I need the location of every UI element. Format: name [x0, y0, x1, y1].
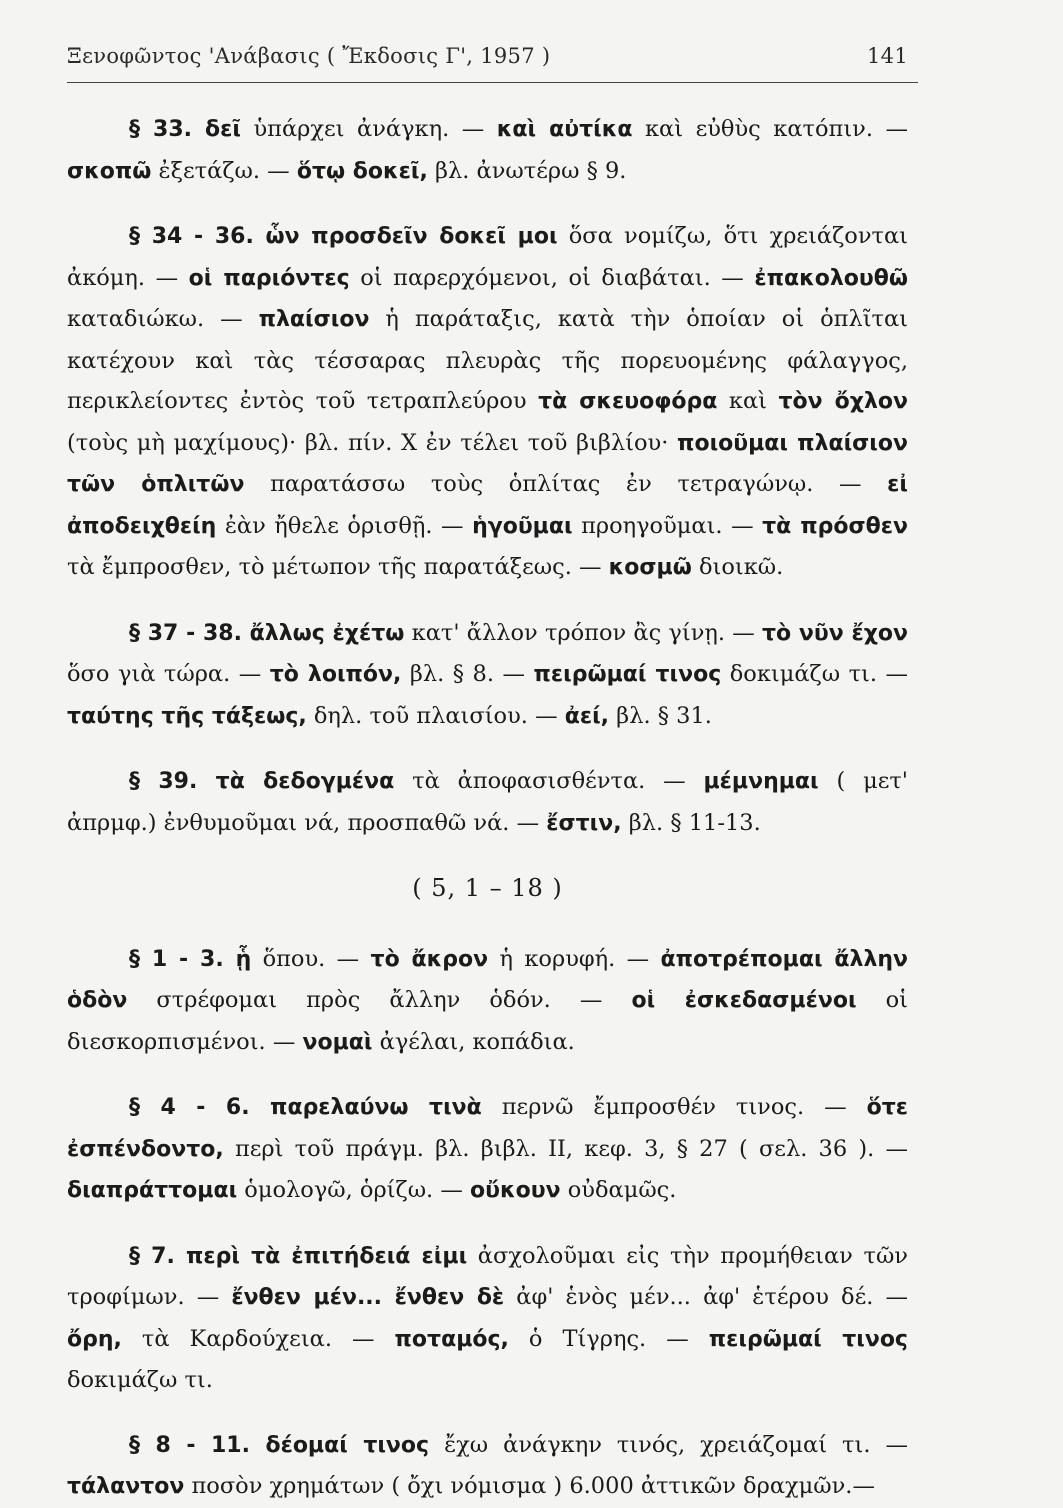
gloss: οὐδαμῶς.: [560, 1177, 677, 1203]
gloss: ( μετ' ἀπρμφ.) ἐνθυμοῦμαι νά, προσπαθῶ νά. —: [67, 768, 908, 836]
gloss: ποσὸν χρημάτων ( ὄχι νόμισμα ) 6.000 ἀττικῶν δραχμῶν.—: [184, 1473, 875, 1499]
lemma: ποιοῦμαι πλαίσιον τῶν ὁπλιτῶν: [67, 430, 908, 497]
gloss: τὰ ἔμπροσθεν, τὸ μέτωπον τῆς παρατάξεως. —: [67, 554, 609, 580]
gloss: περὶ τοῦ πράγμ. βλ. βιβλ. II, κεφ. 3, § 27 ( σελ. 36 ). —: [223, 1135, 908, 1162]
gloss: ὅσο γιὰ τώρα. —: [67, 661, 270, 687]
lemma: καὶ αὐτίκα: [496, 117, 633, 142]
lemma: § 33. δεῖ: [129, 117, 241, 142]
gloss: οἱ παρερχόμενοι, οἱ διαβάται. —: [349, 264, 755, 291]
gloss: δηλ. τοῦ πλαισίου. —: [306, 702, 565, 729]
gloss: ἡ κορυφή. —: [488, 945, 661, 972]
gloss: ὑπάρχει ἀνάγκη. —: [240, 116, 497, 142]
lemma: ποταμός,: [394, 1326, 509, 1352]
gloss: οἱ διεσκορπισμένοι. —: [67, 987, 908, 1055]
gloss: ἔχω ἀνάγκην τινός, χρειάζομαί τι. —: [429, 1431, 908, 1458]
lemma: οἱ ἐσκεδασμένοι: [631, 988, 857, 1013]
gloss: βλ. § 31.: [609, 702, 712, 729]
gloss: βλ. § 8. —: [401, 661, 534, 687]
lemma: ταύτης τῆς τάξεως,: [67, 703, 307, 729]
gloss: στρέφομαι πρὸς ἄλλην ὁδόν. —: [127, 987, 632, 1013]
lemma: κοσμῶ: [608, 555, 692, 580]
lemma: § 34 - 36. ὧν προσδεῖν δοκεῖ μοι: [129, 224, 558, 249]
gloss: ἀφ' ἑνὸς μέν... ἀφ' ἑτέρου δέ. —: [504, 1284, 909, 1310]
gloss: ἀγέλαι, κοπάδια.: [372, 1028, 575, 1055]
lemma: ἡγοῦμαι: [472, 513, 573, 539]
commentary-entry: [67, 761, 908, 844]
gloss: δοκιμάζω τι. —: [721, 661, 908, 687]
lemma: ἔνθεν μέν... ἔνθεν δὲ: [231, 1285, 505, 1310]
lemma: ἀεί,: [564, 703, 610, 729]
gloss: διοικῶ.: [691, 554, 784, 580]
lemma: ἔστιν,: [546, 810, 622, 836]
lemma: τὸ ἄκρον: [370, 946, 489, 972]
gloss: βλ. § 11-13.: [621, 809, 761, 836]
gloss: δοκιμάζω τι.: [67, 1367, 213, 1393]
gloss: προηγοῦμαι. —: [572, 512, 763, 539]
commentary-entry: [67, 613, 908, 738]
lemma: ἐπακολουθῶ: [754, 265, 909, 291]
lemma: διαπράττομαι: [67, 1178, 238, 1203]
lemma: πειρῶμαί τινος: [708, 1326, 908, 1352]
lemma: πλαίσιον: [258, 307, 370, 332]
lemma: τὸν ὄχλον: [778, 389, 908, 414]
lemma: οἱ παριόντες: [188, 265, 350, 291]
gloss: τὰ ἀποφασισθέντα. —: [394, 768, 704, 794]
gloss: κατ' ἄλλον τρόπον ἂς γίνῃ. —: [404, 619, 762, 646]
lemma: νομαὶ: [302, 1029, 373, 1055]
lemma: § 1 - 3. ᾗ: [129, 946, 252, 972]
lemma: ἀποτρέπομαι ἄλλην ὁδὸν: [67, 946, 909, 1013]
commentary-entry: [67, 109, 908, 192]
header-rule: [67, 82, 918, 83]
lemma: οὔκουν: [470, 1178, 561, 1203]
commentary-entry: [67, 216, 908, 589]
gloss: ὁμολογῶ, ὁρίζω. —: [237, 1177, 471, 1203]
gloss: ὅπου. —: [251, 945, 371, 972]
lemma: τὸ νῦν ἔχον: [762, 620, 909, 646]
lemma: τάλαντον: [67, 1474, 185, 1499]
lemma: ὅτε ἐσπένδοντο,: [67, 1095, 909, 1162]
gloss: καὶ εὐθὺς κατόπιν. —: [632, 116, 908, 142]
commentary-entry: [67, 1236, 908, 1401]
gloss: τὰ Καρδούχεια. —: [121, 1325, 395, 1352]
gloss: παρατάσσω τοὺς ὁπλίτας ἐν τετραγώνῳ. —: [244, 471, 888, 497]
gloss: περνῶ ἔμπροσθέν τινος. —: [481, 1094, 867, 1120]
gloss: ἡ παράταξις, κατὰ τὴν ὁποίαν οἱ ὁπλῖται κατέχουν καὶ τὰς τέσσαρας πλευρὰς τῆς πορευομένης φάλαγγος, περικλείοντες ἐντὸς τοῦ τετραπλεύρου: [67, 306, 908, 414]
lemma: ὄρη,: [67, 1326, 122, 1352]
gloss: βλ. ἀνωτέρω § 9.: [427, 157, 627, 184]
gloss: ὁ Τίγρης. —: [508, 1325, 709, 1352]
gloss: ἐὰν ἤθελε ὁρισθῇ. —: [216, 512, 473, 539]
commentary-body: [67, 109, 908, 1508]
lemma: τὰ σκευοφόρα: [538, 389, 718, 414]
gloss: καὶ: [717, 388, 779, 414]
lemma: § 4 - 6. παρελαύνω τινὰ: [129, 1095, 482, 1120]
gloss: (τοὺς μὴ μαχίμους)· βλ. πίν. Χ ἐν τέλει τοῦ βιβλίου·: [67, 429, 678, 456]
lemma: § 8 - 11. δέομαί τινος: [129, 1432, 430, 1458]
commentary-entry: [67, 1087, 908, 1212]
section-heading: ( 5, 1 – 18 ): [412, 874, 563, 902]
lemma: § 39. τὰ δεδογμένα: [129, 769, 395, 794]
lemma: τὰ πρόσθεν: [762, 513, 908, 539]
gloss: ὅσα νομίζω, ὅτι χρειάζονται ἀκόμη. —: [67, 223, 908, 291]
commentary-entry: [67, 1425, 908, 1508]
lemma: μέμνημαι: [703, 769, 819, 794]
lemma: εἰ ἀποδειχθείη: [67, 472, 908, 539]
commentary-entries-part-1: [67, 109, 908, 844]
lemma: τὸ λοιπόν,: [269, 662, 402, 687]
lemma: § 7. περὶ τὰ ἐπιτήδειά εἰμι: [129, 1243, 468, 1269]
lemma: § 37 - 38. ἄλλως ἐχέτω: [129, 620, 405, 646]
lemma: πειρῶμαί τινος: [533, 662, 722, 687]
commentary-entry: [67, 939, 908, 1064]
gloss: ἐξετάζω. —: [151, 157, 297, 184]
page-number: 141: [867, 44, 908, 68]
lemma: ὅτῳ δοκεῖ,: [296, 158, 428, 184]
commentary-entries-part-2: [67, 939, 908, 1508]
running-header: [67, 38, 908, 68]
running-title: Ξενοφῶντος 'Ανάβασις ( Ἔκδοσις Γ', 1957 ): [67, 44, 551, 68]
gloss: ἀσχολοῦμαι εἰς τὴν προμήθειαν τῶν τροφίμων. —: [67, 1242, 908, 1310]
lemma: σκοπῶ: [67, 158, 152, 184]
gloss: καταδιώκω. —: [67, 306, 259, 332]
